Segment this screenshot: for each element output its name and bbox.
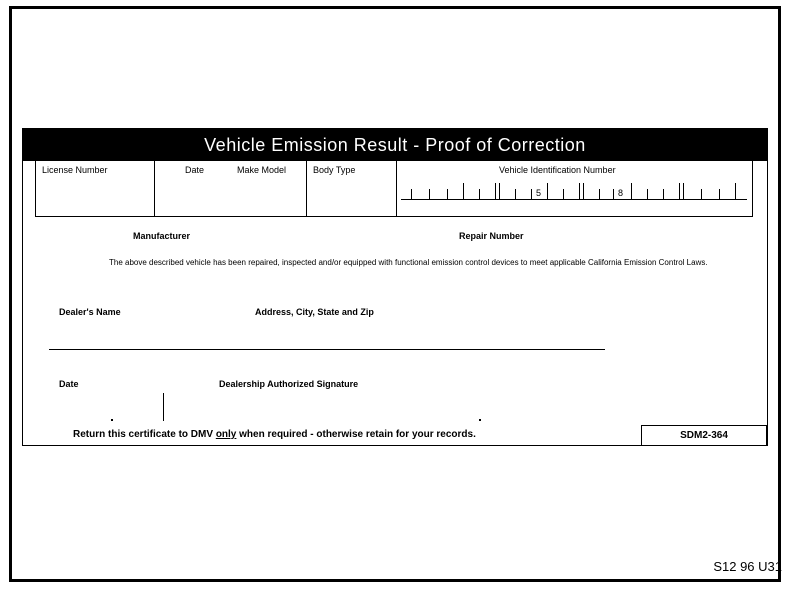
form-number: SDM2-364 [641,425,767,446]
proof-of-correction-form [22,128,768,446]
footer-text-before: Return this certificate to DMV [73,429,216,440]
return-instructions [73,429,476,440]
dealers-name-label: Dealer's Name [59,307,121,317]
certification-statement: The above described vehicle has been repaired, inspected and/or equipped with functional emission control devices to meet applicable California Emission Control Laws. [109,258,708,267]
body-type-label: Body Type [313,165,356,175]
vin-mark-1: 5 [536,188,542,198]
date-label: Date [59,379,79,389]
header-row [23,161,767,217]
date-header-label: Date [185,165,205,175]
license-number-cell [35,161,155,217]
manufacturer-label: Manufacturer [133,231,191,241]
address-label: Address, City, State and Zip [255,307,374,317]
form-title: Vehicle Emission Result - Proof of Correction [23,129,767,161]
make-model-label: Make Model [237,165,287,175]
footer-text-after: when required - otherwise retain for your records. [236,429,476,440]
vin-label: Vehicle Identification Number [499,165,616,175]
vin-mark-2: 8 [618,188,624,198]
date-signature-divider [163,393,164,421]
dealer-address-line [49,349,605,350]
body-type-cell [307,161,397,217]
repair-number-label: Repair Number [459,231,524,241]
document-code: S12 96 U31 [713,559,782,574]
vin-cell [397,161,753,217]
license-number-label: License Number [42,165,108,175]
footer-text-emphasis: only [215,429,237,440]
date-make-model-cell [155,161,307,217]
signature-label: Dealership Authorized Signature [219,379,359,389]
vin-baseline [401,199,747,200]
